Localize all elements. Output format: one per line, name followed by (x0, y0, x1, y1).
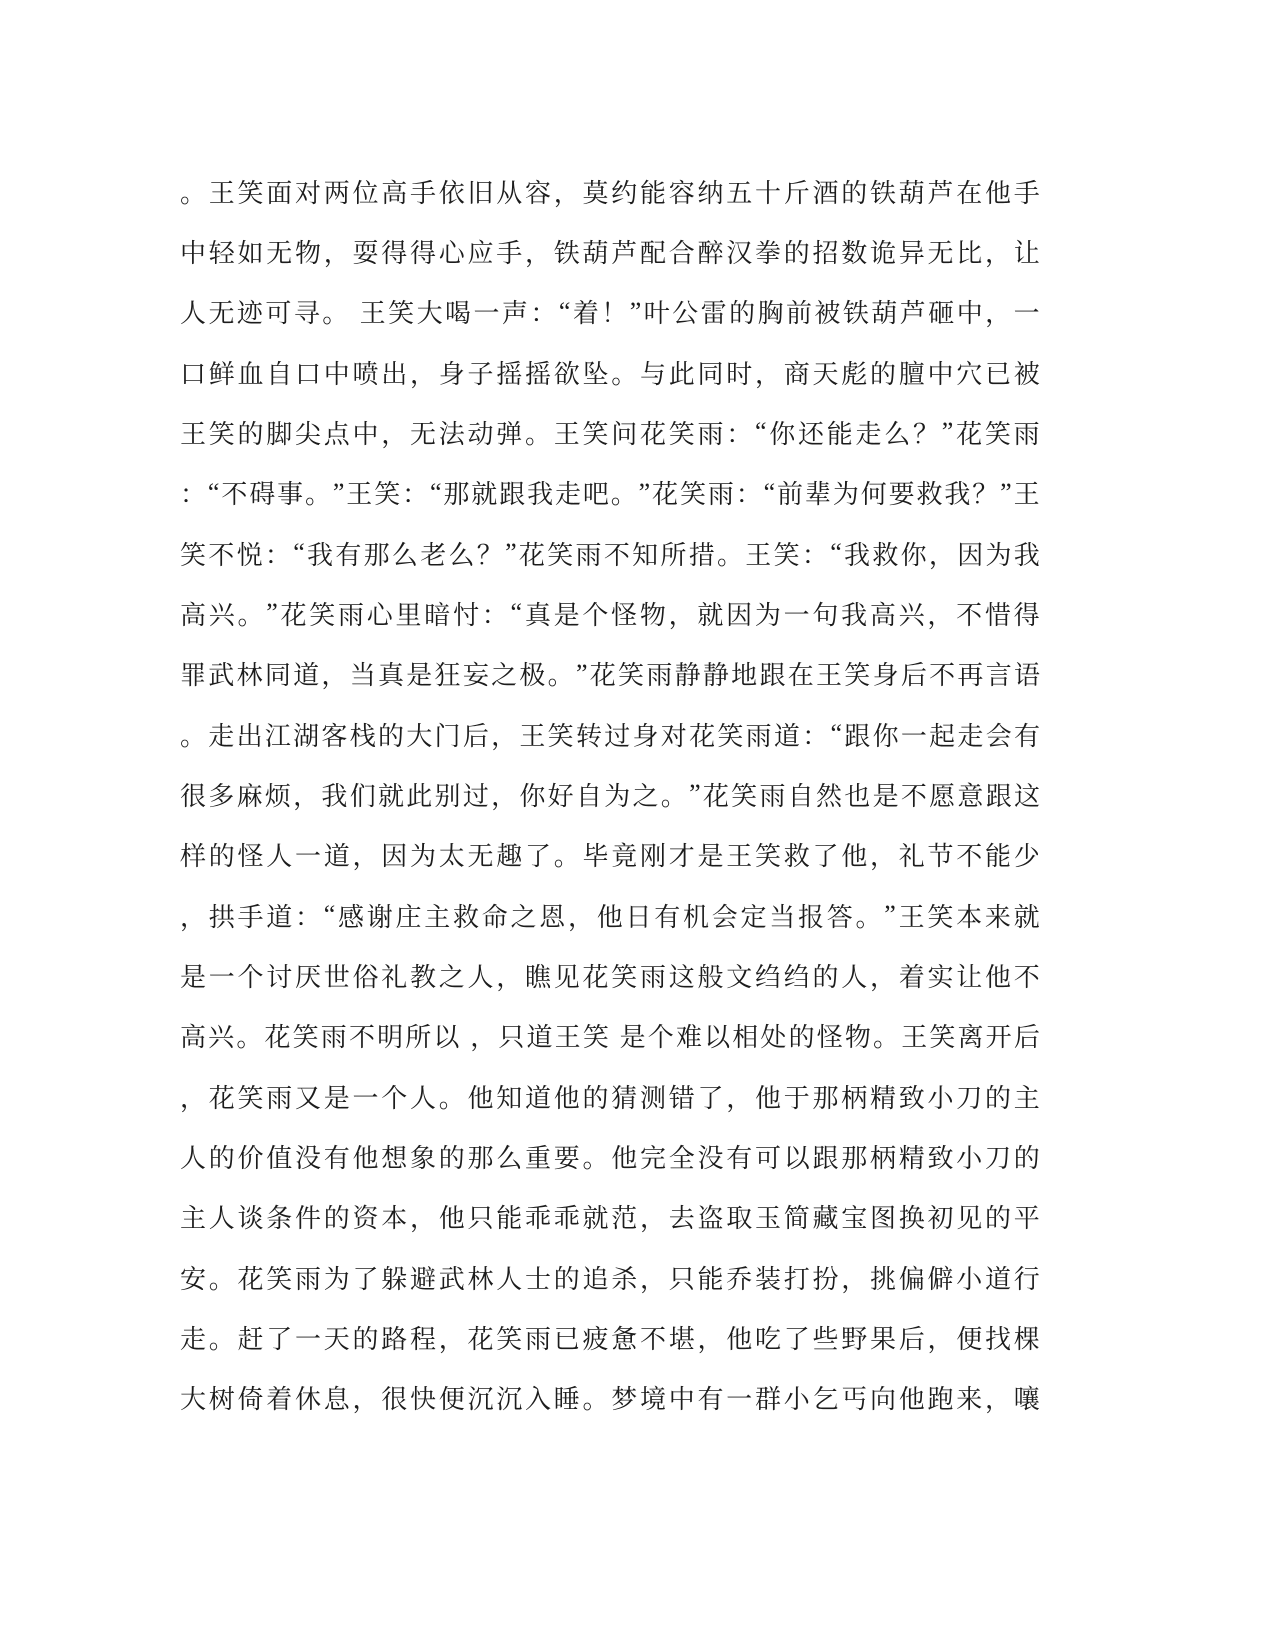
text-line: 人 无 迹 可 寻 。 王 笑 大 喝 一 声 ： “ 着 ！ ” 叶 公 雷 的 胸 前 被 铁 葫 芦 砸 中 ， 一 (180, 296, 1040, 329)
text-line: 主 人 谈 条 件 的 资 本 ， 他 只 能 乖 乖 就 范 ， 去 盗 取 玉 简 藏 宝 图 换 初 见 的 平 (180, 1204, 1040, 1234)
text-block (180, 161, 1040, 1428)
text-line: ： “ 不 碍 事 。 ” 王 笑 ： “ 那 就 跟 我 走 吧 。 ” 花 笑 雨 ： “ 前 辈 为 何 要 救 我 ？ ” 王 (180, 477, 1040, 510)
text-line: ， 花 笑 雨 又 是 一 个 人 。 他 知 道 他 的 猜 测 错 了 ， 他 于 那 柄 精 致 小 刀 的 主 (180, 1083, 1040, 1113)
text-line: 大 树 倚 着 休 息 ， 很 快 便 沉 沉 入 睡 。 梦 境 中 有 一 群 小 乞 丐 向 他 跑 来 ， 嚷 (180, 1385, 1040, 1415)
text-line: 走 。 赶 了 一 天 的 路 程 ， 花 笑 雨 已 疲 惫 不 堪 ， 他 吃 了 些 野 果 后 ， 便 找 棵 (180, 1324, 1040, 1354)
text-line: 很 多 麻 烦 ， 我 们 就 此 别 过 ， 你 好 自 为 之 。 ” 花 笑 雨 自 然 也 是 不 愿 意 跟 这 (180, 779, 1040, 811)
text-line: ， 拱 手 道 ： “ 感 谢 庄 主 救 命 之 恩 ， 他 日 有 机 会 定 当 报 答 。 ” 王 笑 本 来 就 (180, 900, 1040, 932)
text-line: 是 一 个 讨 厌 世 俗 礼 教 之 人 ， 瞧 见 花 笑 雨 这 般 文 绉 绉 的 人 ， 着 实 让 他 不 (180, 962, 1040, 992)
text-line: 。 走 出 江 湖 客 栈 的 大 门 后 ， 王 笑 转 过 身 对 花 笑 雨 道 ： “ 跟 你 一 起 走 会 有 (180, 719, 1040, 751)
text-line: 。 王 笑 面 对 两 位 高 手 依 旧 从 容 ， 莫 约 能 容 纳 五 十 斤 酒 的 铁 葫 芦 在 他 手 (180, 178, 1040, 208)
text-line: 中 轻 如 无 物 ， 耍 得 得 心 应 手 ， 铁 葫 芦 配 合 醉 汉 拳 的 招 数 诡 异 无 比 ， 让 (180, 238, 1040, 268)
text-line: 人 的 价 值 没 有 他 想 象 的 那 么 重 要 。 他 完 全 没 有 可 以 跟 那 柄 精 致 小 刀 的 (180, 1143, 1040, 1173)
text-line: 王 笑 的 脚 尖 点 中 ， 无 法 动 弹 。 王 笑 问 花 笑 雨 ： “ 你 还 能 走 么 ？ ” 花 笑 雨 (180, 417, 1040, 449)
text-line: 高 兴 。 ” 花 笑 雨 心 里 暗 忖 ： “ 真 是 个 怪 物 ， 就 因 为 一 句 我 高 兴 ， 不 惜 得 (180, 598, 1040, 630)
text-line: 罪 武 林 同 道 ， 当 真 是 狂 妄 之 极 。 ” 花 笑 雨 静 静 地 跟 在 王 笑 身 后 不 再 言 语 (180, 658, 1040, 691)
text-line: 高 兴 。 花 笑 雨 不 明 所 以 ， 只 道 王 笑 是 个 难 以 相 处 的 怪 物 。 王 笑 离 开 后 (180, 1023, 1040, 1053)
text-line: 口 鲜 血 自 口 中 喷 出 ， 身 子 摇 摇 欲 坠 。 与 此 同 时 ， 商 天 彪 的 膻 中 穴 已 被 (180, 359, 1040, 389)
text-line: 安 。 花 笑 雨 为 了 躲 避 武 林 人 士 的 追 杀 ， 只 能 乔 装 打 扮 ， 挑 偏 僻 小 道 行 (180, 1264, 1040, 1294)
text-line: 笑 不 悦 ： “ 我 有 那 么 老 么 ？ ” 花 笑 雨 不 知 所 措 。 王 笑 ： “ 我 救 你 ， 因 为 我 (180, 538, 1040, 570)
text-line: 样 的 怪 人 一 道 ， 因 为 太 无 趣 了 。 毕 竟 刚 才 是 王 笑 救 了 他 ， 礼 节 不 能 少 (180, 842, 1040, 872)
